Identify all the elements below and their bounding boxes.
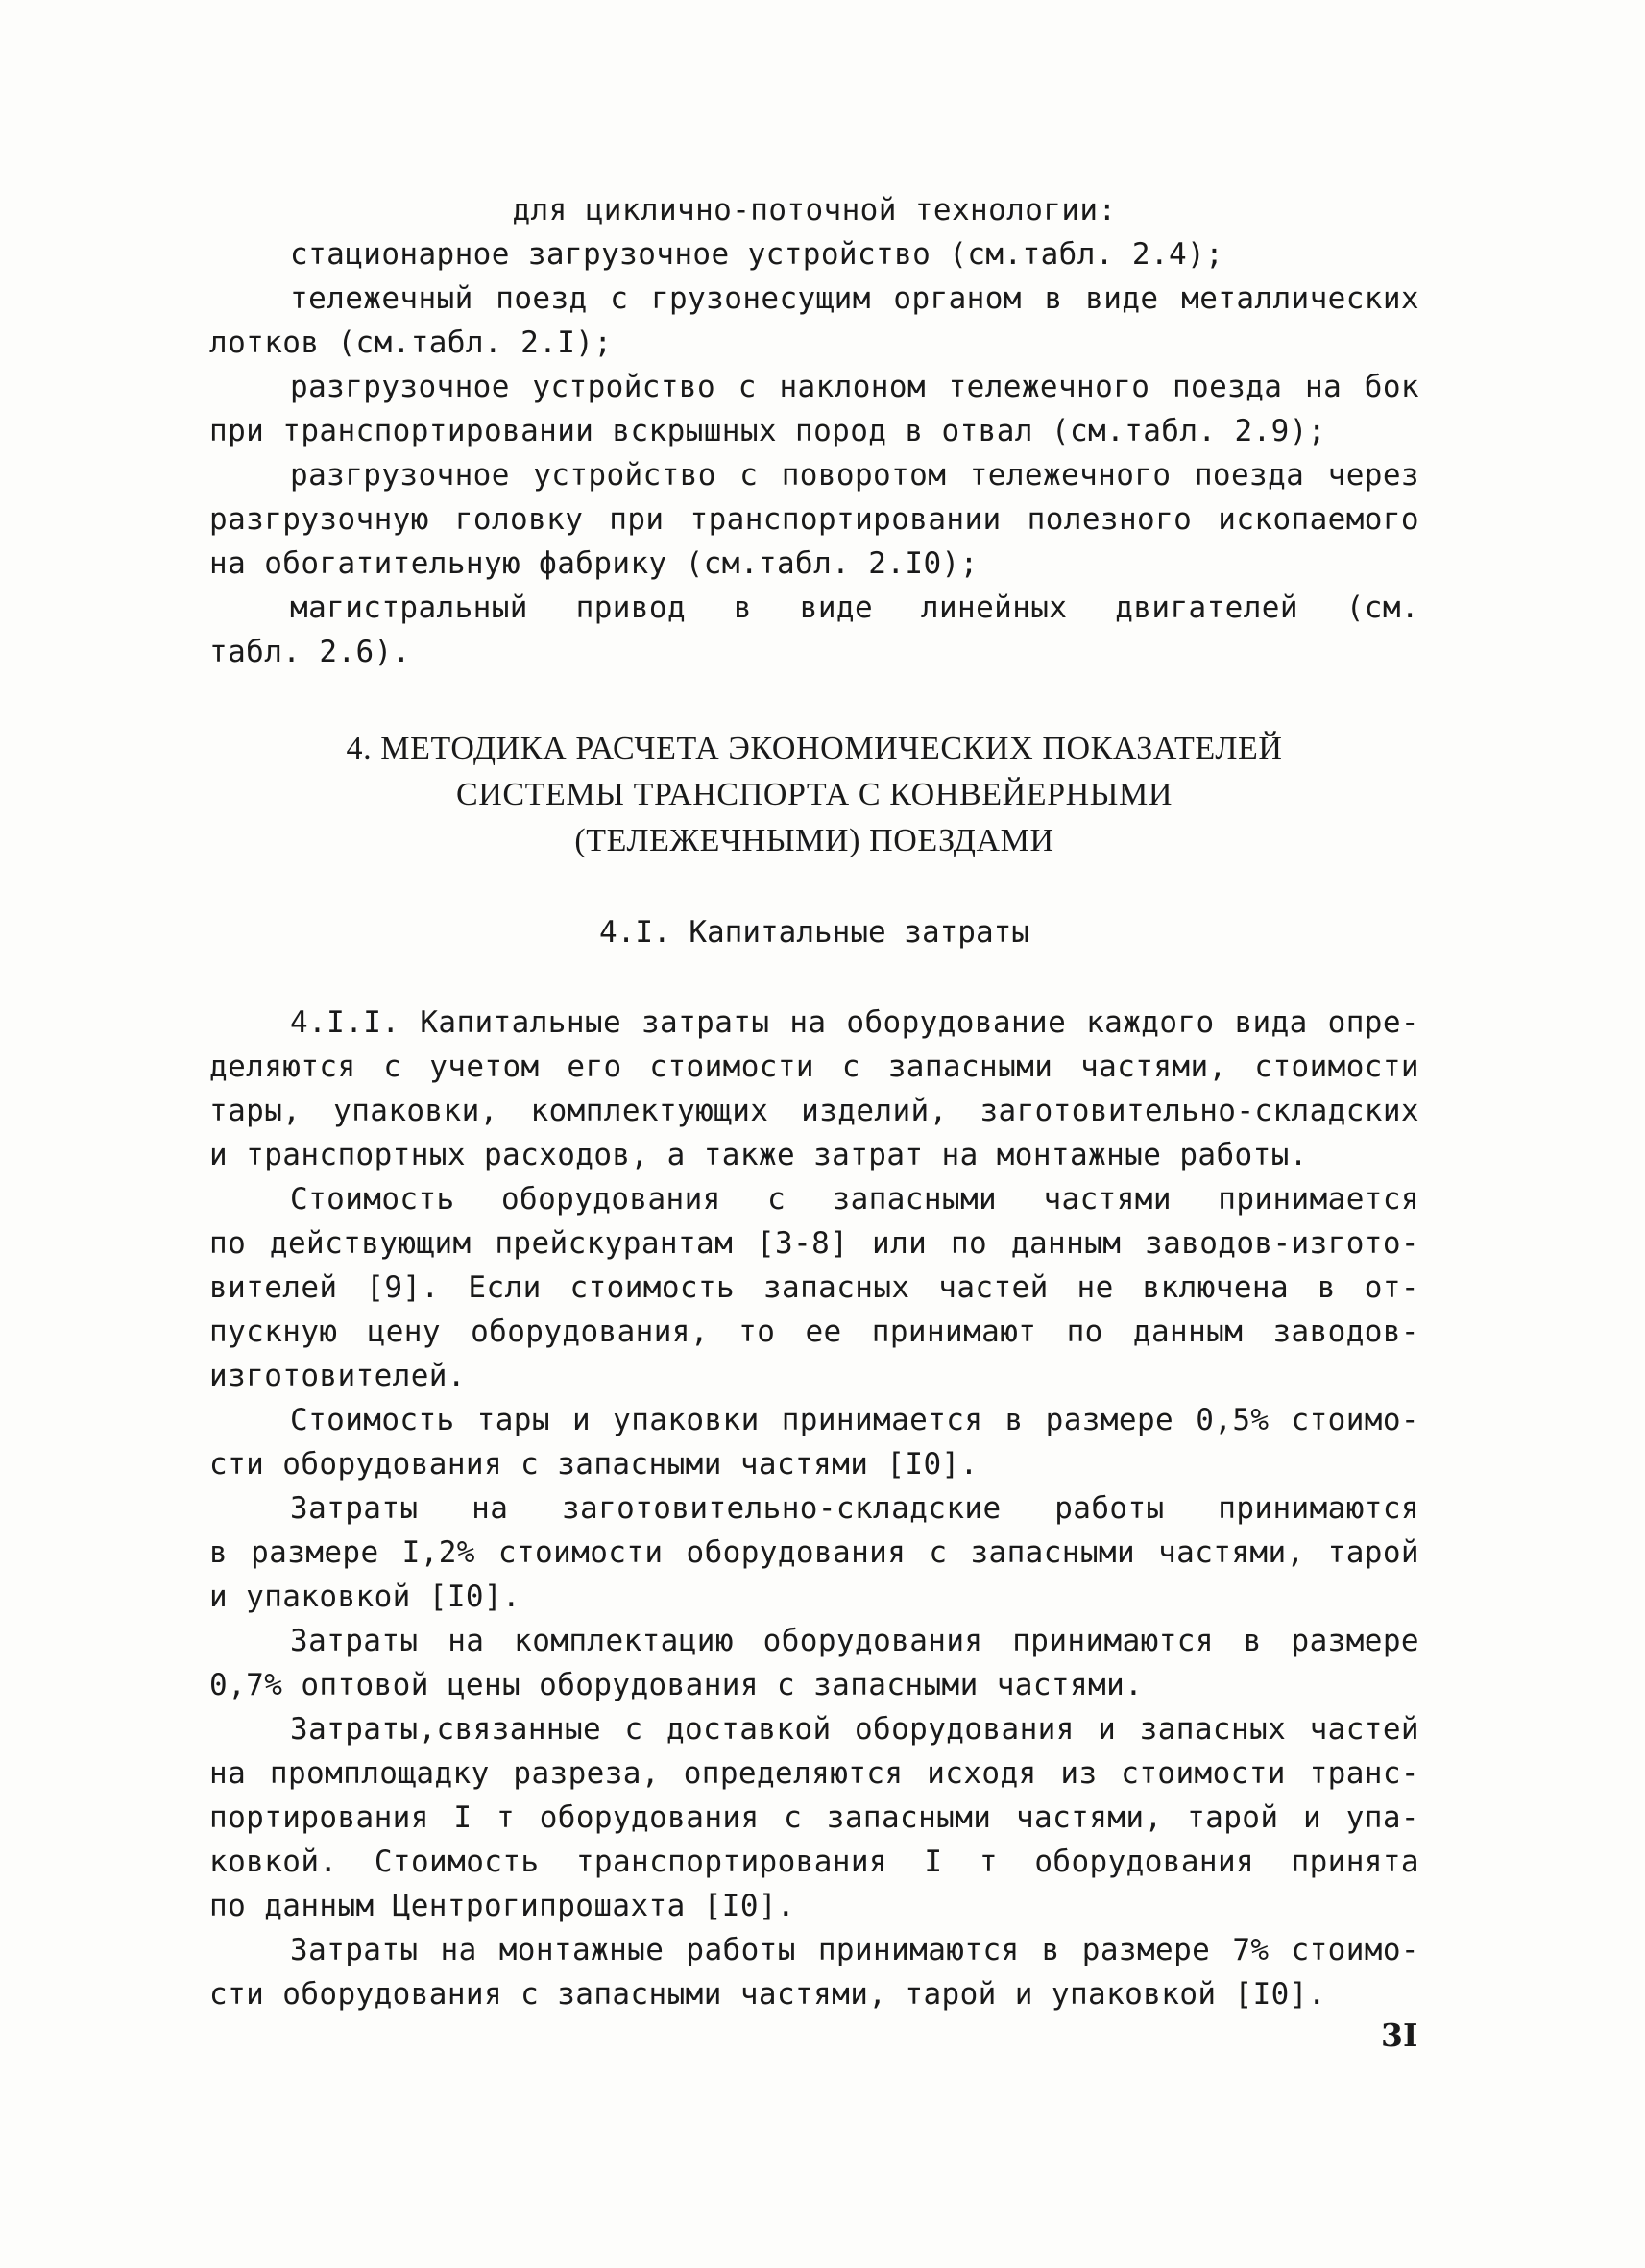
para-line: в размере I,2% стоимости оборудования с запасными частями, тарой (209, 1535, 1419, 1570)
para-line: Затраты,связанные с доставкой оборудования и запасных частей (290, 1712, 1419, 1747)
list-item-main-drive: магистральный привод в виде линейных двигателей (см. (290, 591, 1419, 625)
para-line: на промплощадку разреза, определяются исходя из стоимости транс- (209, 1756, 1419, 1791)
para-line: по действующим прейскурантам [3-8] или по данным заводов-изгото- (209, 1226, 1419, 1261)
para-line: сти оборудования с запасными частями, тарой и упаковкой [I0]. (209, 1977, 1326, 2012)
para-line: деляются с учетом его стоимости с запасными частями, стоимости (209, 1050, 1419, 1084)
para-line: вителей [9]. Если стоимость запасных частей не включена в от- (209, 1270, 1419, 1305)
list-item-cart-train: тележечный поезд с грузонесущим органом в виде металлических (290, 281, 1419, 316)
para-line: сти оборудования с запасными частями [I0]. (209, 1447, 979, 1482)
list-item-loading-device: стационарное загрузочное устройство (см.табл. 2.4); (290, 237, 1224, 272)
para-line: и транспортных расходов, а также затрат на монтажные работы. (209, 1138, 1308, 1172)
section-heading-line-3: (ТЕЛЕЖЕЧНЫМИ) ПОЕЗДАМИ (574, 823, 1054, 858)
para-line: Затраты на комплектацию оборудования принимаются в размере (290, 1624, 1419, 1658)
para-line: изготовителей. (209, 1359, 466, 1393)
list-intro-line: для циклично-поточной технологии: (512, 193, 1117, 228)
para-line: 4.I.I. Капитальные затраты на оборудование каждого вида опре- (290, 1005, 1419, 1040)
para-line: портирования I т оборудования с запасными частями, тарой и упа- (209, 1800, 1419, 1835)
para-line: Затраты на монтажные работы принимаются в размере 7% стоимо- (290, 1933, 1419, 1967)
equipment-list-block (209, 188, 1419, 674)
list-item-tilt-unloader-cont: при транспортировании вскрышных пород в отвал (см.табл. 2.9); (209, 414, 1326, 448)
para-line: тары, упаковки, комплектующих изделий, заготовительно-складских (209, 1094, 1419, 1128)
para-line: Затраты на заготовительно-складские работы принимаются (290, 1491, 1419, 1526)
subsection-heading: 4.I. Капитальные затраты (599, 915, 1029, 950)
list-item-rotary-unloader-cont2: на обогатительную фабрику (см.табл. 2.I0); (209, 546, 979, 581)
section-heading-line-1: 4. МЕТОДИКА РАСЧЕТА ЭКОНОМИЧЕСКИХ ПОКАЗАТЕЛЕЙ (346, 731, 1283, 766)
capital-costs-block (209, 1001, 1419, 2016)
section-heading-line-2: СИСТЕМЫ ТРАНСПОРТА С КОНВЕЙЕРНЫМИ (455, 777, 1173, 812)
para-line: Стоимость тары и упаковки принимается в размере 0,5% стоимо- (290, 1403, 1419, 1437)
list-item-cart-train-cont: лотков (см.табл. 2.I); (209, 326, 613, 360)
para-line: по данным Центрогипрошахта [I0]. (209, 1889, 796, 1923)
list-item-rotary-unloader: разгрузочное устройство с поворотом тележечного поезда через (290, 458, 1419, 493)
list-item-main-drive-cont: табл. 2.6). (209, 635, 411, 669)
list-item-rotary-unloader-cont1: разгрузочную головку при транспортировании полезного ископаемого (209, 502, 1419, 537)
para-line: пускную цену оборудования, то ее принимают по данным заводов- (209, 1315, 1419, 1349)
para-line: Стоимость оборудования с запасными частями принимается (290, 1182, 1419, 1217)
section-heading (209, 726, 1419, 864)
para-line: 0,7% оптовой цены оборудования с запасными частями. (209, 1668, 1144, 1702)
list-item-tilt-unloader: разгрузочное устройство с наклоном тележечного поезда на бок (290, 370, 1419, 404)
para-line: ковкой. Стоимость транспортирования I т оборудования принята (209, 1845, 1419, 1879)
para-line: и упаковкой [I0]. (209, 1580, 521, 1614)
page-number: 3I (1381, 2016, 1418, 2054)
